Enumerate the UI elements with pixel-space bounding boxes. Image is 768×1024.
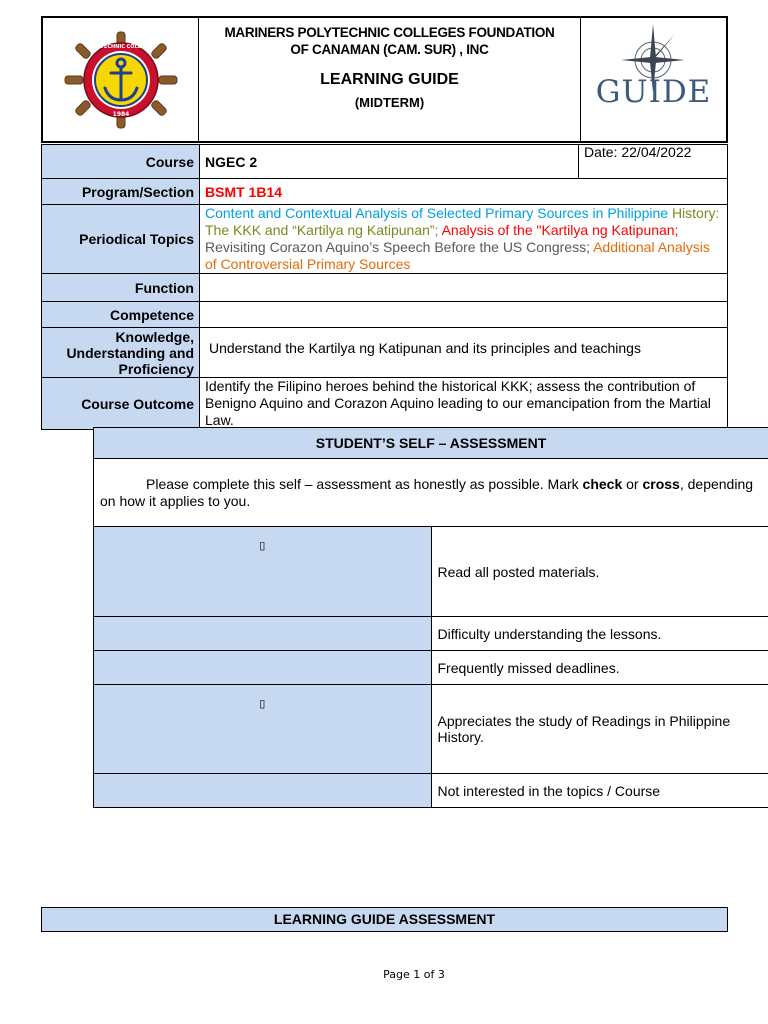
- competence-row: [42, 302, 728, 328]
- self-assessment-table: [93, 427, 768, 808]
- outcome-value: Identify the Filipino heroes behind the historical KKK; assess the contribution of Benigno Aquino and Corazon Aquino leading to our emancipation from the Martial Law.: [200, 378, 728, 430]
- kup-label: Knowledge, Understanding and Proficiency: [42, 328, 200, 378]
- topics-row: [42, 205, 728, 274]
- school-logo-cell: [43, 18, 199, 141]
- assessment-item-text: Not interested in the topics / Course: [431, 774, 768, 808]
- course-row: [42, 145, 728, 179]
- program-value: BSMT 1B14: [200, 179, 728, 205]
- function-label: Function: [42, 274, 200, 302]
- function-row: [42, 274, 728, 302]
- course-label: Course: [42, 145, 200, 179]
- document-title: LEARNING GUIDE: [320, 71, 459, 88]
- topics-label: Periodical Topics: [42, 205, 200, 274]
- course-cell: [200, 145, 728, 179]
- school-seal-logo: [43, 18, 199, 141]
- school-name: MARINERS POLYTECHNIC COLLEGES FOUNDATION OF CANAMAN (CAM. SUR) , INC: [224, 25, 555, 57]
- assessment-item: [94, 774, 768, 808]
- school-title-cell: [199, 18, 581, 141]
- competence-value: [200, 302, 728, 328]
- assessment-item: [94, 617, 768, 651]
- course-info-table: [41, 144, 728, 430]
- date-cell: [578, 144, 728, 179]
- assessment-item-text: Frequently missed deadlines.: [431, 651, 768, 685]
- kup-value: Understand the Kartilya ng Katipunan and its principles and teachings: [200, 328, 728, 378]
- assessment-item: [94, 651, 768, 685]
- assessment-item-text: Appreciates the study of Readings in Philippine History.: [431, 685, 768, 774]
- program-label: Program/Section: [42, 179, 200, 205]
- assessment-checkbox[interactable]: [94, 774, 432, 808]
- assessment-checkbox[interactable]: [94, 617, 432, 651]
- learning-guide-assessment-heading: LEARNING GUIDE ASSESSMENT: [41, 907, 728, 932]
- assessment-checkbox[interactable]: ▯: [94, 527, 432, 617]
- date-text: Date: 22/04/2022: [584, 144, 692, 160]
- document-header: [41, 16, 728, 143]
- assessment-item-text: Read all posted materials.: [431, 527, 768, 617]
- svg-text:POLYTECHNIC COLLEGES: POLYTECHNIC COLLEGES: [86, 44, 156, 50]
- assessment-item: [94, 527, 768, 617]
- self-assessment-heading: STUDENT’S SELF – ASSESSMENT: [94, 428, 768, 459]
- competence-label: Competence: [42, 302, 200, 328]
- seal-year: 1984: [112, 111, 130, 118]
- document-subtitle: (MIDTERM): [354, 95, 425, 110]
- outcome-row: [42, 378, 728, 430]
- topics-value: Content and Contextual Analysis of Selected Primary Sources in Philippine History: The KKK and “Kartilya ng Katipunan”; Analysis of the "Kartilya ng Katipunan; Revisiting Corazon Aquino’s Speech Before the US Congress; Additional Analysis of Controversial Primary Sources: [200, 205, 728, 274]
- page-number: Page 1 of 3: [383, 968, 445, 981]
- assessment-item-text: Difficulty understanding the lessons.: [431, 617, 768, 651]
- assessment-checkbox[interactable]: ▯: [94, 685, 432, 774]
- assessment-checkbox[interactable]: [94, 651, 432, 685]
- program-row: [42, 179, 728, 205]
- kup-row: [42, 328, 728, 378]
- course-value: NGEC 2: [205, 153, 258, 170]
- guide-logo-cell: [581, 18, 726, 141]
- assessment-item: [94, 685, 768, 774]
- self-assessment-intro: Please complete this self – assessment as honestly as possible. Mark check or cross, depending on how it applies to you.: [94, 459, 768, 527]
- guide-logo-text: GUIDE: [595, 74, 712, 110]
- function-value: [200, 274, 728, 302]
- outcome-label: Course Outcome: [42, 378, 200, 430]
